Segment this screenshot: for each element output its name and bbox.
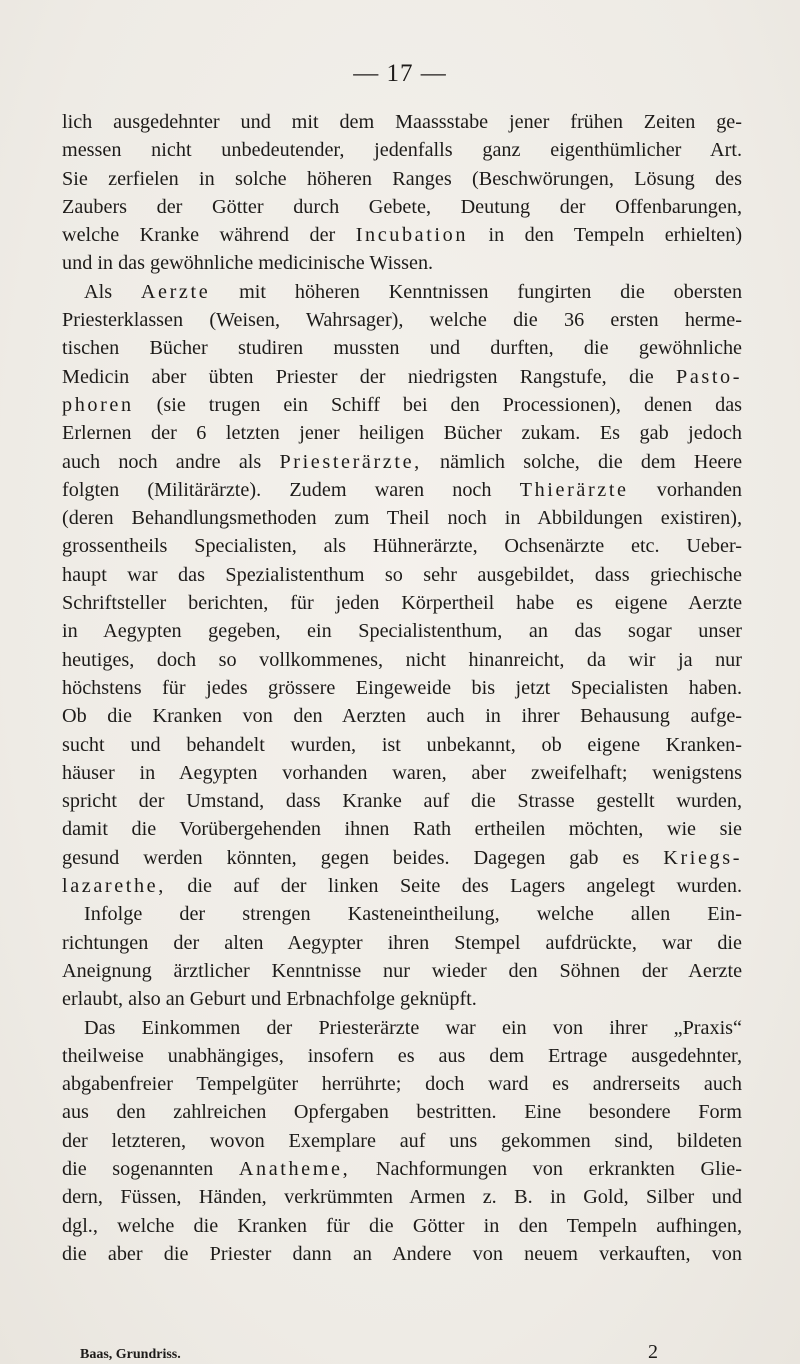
text-line: haupt war das Spezialistenthum so sehr ausgebildet, dass griechische bbox=[62, 563, 742, 586]
text-line: Als Aerzte mit höheren Kenntnissen fungirten die obersten bbox=[84, 280, 743, 303]
text-line: grossentheils Specialisten, als Hühnerärzte, Ochsenärzte etc. Ueber- bbox=[62, 535, 742, 558]
text-line: sucht und behandelt wurden, ist unbekannt, ob eigene Kranken- bbox=[62, 733, 742, 756]
page-number: — 17 — bbox=[353, 60, 447, 87]
body-text bbox=[62, 108, 742, 1268]
text-line: richtungen der alten Aegypter ihren Stempel aufdrückte, war die bbox=[62, 931, 742, 954]
text-line: Aneignung ärztlicher Kenntnisse nur wieder den Söhnen der Aerzte bbox=[62, 959, 743, 982]
text-line: (deren Behandlungsmethoden zum Theil noch in Abbildungen existiren), bbox=[62, 507, 742, 530]
text-line: höchstens für jedes grössere Eingeweide bis jetzt Specialisten haben. bbox=[62, 676, 742, 699]
text-line: dern, Füssen, Händen, verkrümmten Armen z. B. in Gold, Silber und bbox=[62, 1186, 742, 1209]
text-line: gesund werden könnten, gegen beides. Dagegen gab es Kriegs- bbox=[62, 846, 743, 869]
text-line: die sogenannten Anatheme, Nachformungen von erkrankten Glie- bbox=[62, 1157, 742, 1180]
text-line: theilweise unabhängiges, insofern es aus dem Ertrage ausgedehnter, bbox=[62, 1044, 742, 1067]
text-line: tischen Bücher studiren mussten und durften, die gewöhnliche bbox=[62, 337, 742, 360]
text-line: lazarethe, die auf der linken Seite des Lagers angelegt wurden. bbox=[62, 875, 743, 898]
text-line: häuser in Aegypten vorhanden waren, aber zweifelhaft; wenigstens bbox=[62, 761, 742, 784]
text-line: Das Einkommen der Priesterärzte war ein von ihrer „Praxis“ bbox=[84, 1016, 742, 1039]
text-line: abgabenfreier Tempelgüter herrührte; doch ward es andrerseits auch bbox=[62, 1073, 742, 1096]
text-line: in Aegypten gegeben, ein Specialistenthum, an das sogar unser bbox=[62, 620, 742, 643]
text-line: Priesterklassen (Weisen, Wahrsager), welche die 36 ersten herme- bbox=[62, 309, 742, 332]
text-line: und in das gewöhnliche medicinische Wissen. bbox=[62, 252, 434, 275]
text-line: die aber die Priester dann an Andere von neuem verkauften, von bbox=[62, 1242, 742, 1265]
text-line: Ob die Kranken von den Aerzten auch in ihrer Behausung aufge- bbox=[62, 705, 742, 728]
text-line: phoren (sie trugen ein Schiff bei den Processionen), denen das bbox=[62, 393, 743, 416]
text-line: heutiges, doch so vollkommenes, nicht hinanreicht, da wir ja nur bbox=[62, 648, 742, 671]
text-line: erlaubt, also an Geburt und Erbnachfolge geknüpft. bbox=[62, 988, 477, 1011]
signature-number: 2 bbox=[648, 1341, 658, 1363]
text-line: Infolge der strengen Kasteneintheilung, welche allen Ein- bbox=[84, 903, 742, 926]
text-line: Schriftsteller berichten, für jeden Körpertheil habe es eigene Aerzte bbox=[62, 592, 743, 615]
text-line: messen nicht unbedeutender, jedenfalls ganz eigenthümlicher Art. bbox=[62, 139, 742, 162]
text-line: folgten (Militärärzte). Zudem waren noch Thierärzte vorhanden bbox=[62, 478, 743, 501]
text-line: welche Kranke während der Incubation in den Tempeln erhielten) bbox=[62, 224, 743, 247]
text-line: spricht der Umstand, dass Kranke auf die Strasse gestellt wurden, bbox=[62, 790, 742, 813]
text-line: lich ausgedehnter und mit dem Maassstabe jener frühen Zeiten ge- bbox=[62, 111, 742, 133]
text-line: Medicin aber übten Priester der niedrigsten Rangstufe, die Pasto- bbox=[62, 365, 743, 388]
text-line: dgl., welche die Kranken für die Götter in den Tempeln aufhingen, bbox=[62, 1214, 742, 1237]
signature-mark: Baas, Grundriss. bbox=[80, 1347, 181, 1362]
text-line: aus den zahlreichen Opfergaben bestritten. Eine besondere Form bbox=[62, 1101, 742, 1124]
text-line: Zaubers der Götter durch Gebete, Deutung der Offenbarungen, bbox=[62, 195, 742, 218]
text-line: der letzteren, wovon Exemplare auf uns gekommen sind, bildeten bbox=[62, 1129, 742, 1152]
text-line: auch noch andre als Priesterärzte, nämlich solche, die dem Heere bbox=[62, 450, 743, 473]
text-line: Sie zerfielen in solche höheren Ranges (Beschwörungen, Lösung des bbox=[62, 167, 742, 190]
text-line: Erlernen der 6 letzten jener heiligen Bücher zukam. Es gab jedoch bbox=[62, 422, 742, 445]
text-line: damit die Vorübergehenden ihnen Rath ertheilen möchten, wie sie bbox=[62, 818, 742, 841]
page-footer bbox=[80, 1341, 658, 1364]
